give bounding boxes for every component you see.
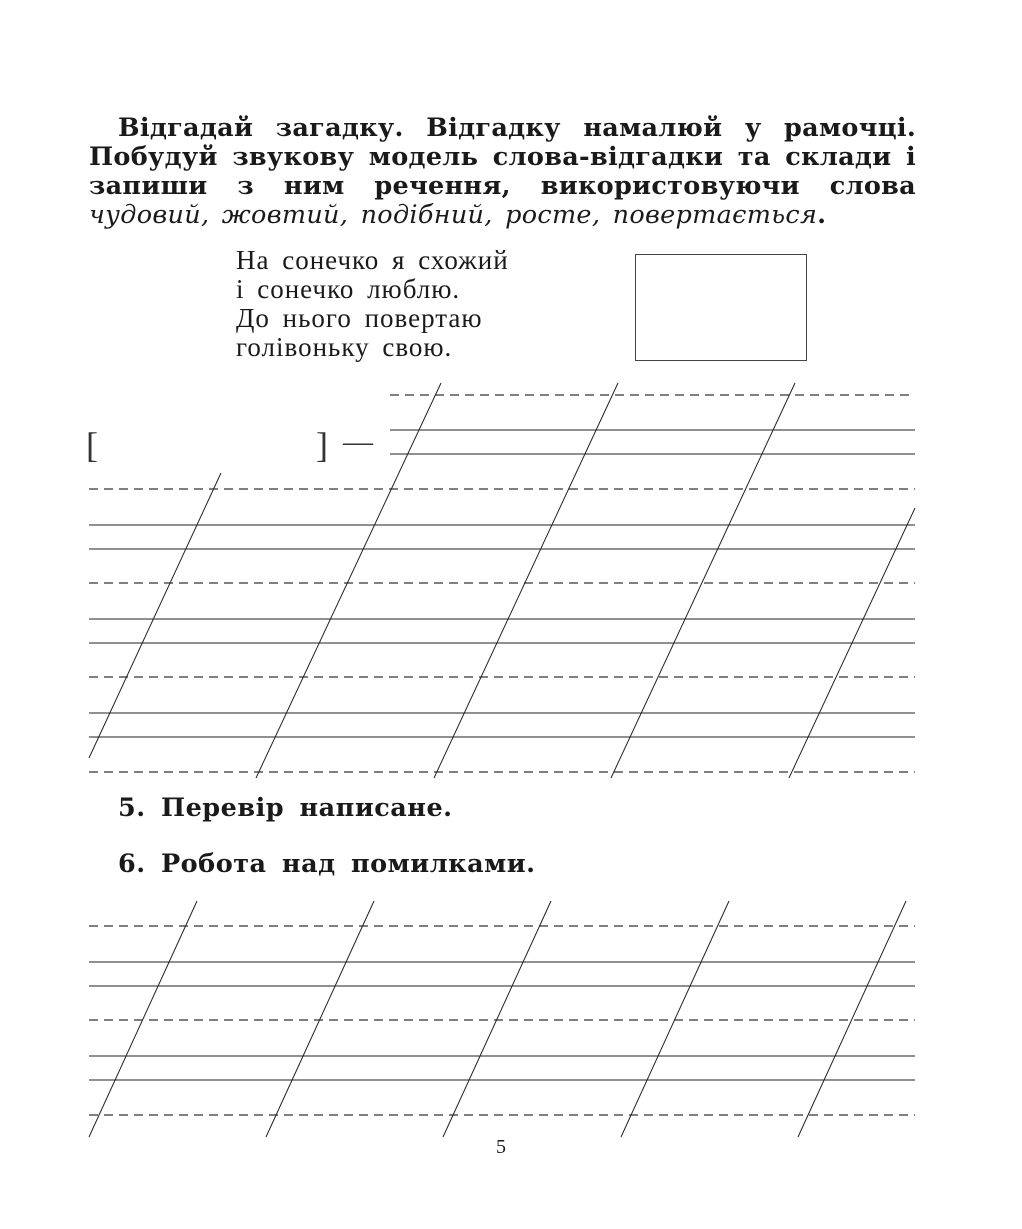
slant-guide-line — [443, 901, 551, 1137]
slant-guide-line — [266, 901, 374, 1137]
sound-model-dash: — — [343, 425, 373, 458]
slant-guides-group — [89, 383, 915, 1137]
slant-guide-line — [434, 383, 618, 778]
task-6-heading: 6. Робота над помилками. — [118, 849, 536, 879]
slant-guide-line — [611, 383, 795, 778]
slant-guide-line — [798, 901, 906, 1137]
task-4-period: . — [817, 200, 827, 230]
slant-guide-line — [621, 901, 729, 1137]
slant-guide-line — [256, 383, 441, 778]
page-number: 5 — [496, 1136, 506, 1158]
sound-model-open-bracket: [ — [86, 425, 98, 465]
task-4-word-list: чудовий, жовтий, подібний, росте, повертається — [89, 200, 818, 230]
slant-guide-line — [89, 901, 197, 1137]
riddle-line: і сонечко люблю. — [236, 274, 461, 304]
slant-guide-line — [89, 473, 221, 758]
task-4-text: Відгадай загадку. Відгадку намалюй у рамочці. Побудуй звукову модель слова-відгадки та склади і запиши з ним речення, використовуючи слова — [89, 113, 916, 201]
task-5-heading: 5. Перевір написане. — [118, 793, 453, 823]
riddle-line: До нього повертаю — [236, 303, 483, 333]
riddle-line: голівоньку свою. — [236, 332, 453, 362]
riddle-line: На сонечко я схожий — [236, 245, 509, 275]
sound-model-close-bracket: ] — [316, 425, 328, 465]
